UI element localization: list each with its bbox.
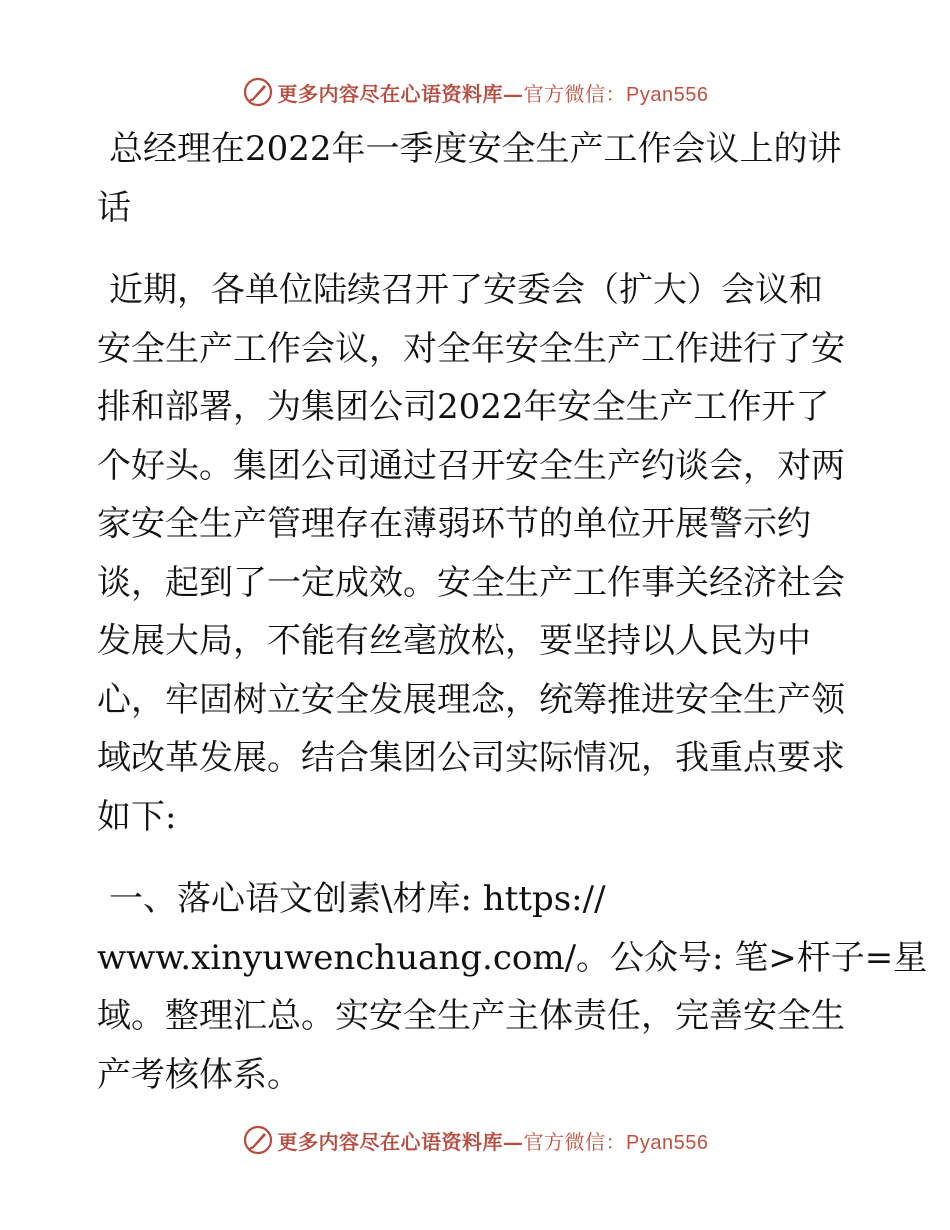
paragraph-line: 排和部署，为集团公司2022年安全生产工作开了 <box>97 387 830 427</box>
paragraph-line: 发展大局，不能有丝毫放松，要坚持以人民为中 <box>97 621 811 661</box>
banner-wechat-id: Pyan556 <box>626 1131 709 1154</box>
header-banner-text <box>278 78 709 107</box>
title-line: 话 <box>97 187 131 228</box>
document-body <box>97 120 928 1104</box>
paragraph-line: www.xinyuwenchuang.com/。公众号: 笔>杆子=星 <box>97 937 928 978</box>
header-banner[interactable] <box>0 72 950 112</box>
paragraph-line: 心，牢固树立安全发展理念，统筹推进安全生产领 <box>97 679 845 720</box>
paragraph-line: 谈，起到了一定成效。安全生产工作事关经济社会 <box>97 562 845 603</box>
banner-wechat-id: Pyan556 <box>626 83 709 106</box>
paragraph-intro <box>97 261 857 846</box>
paragraph-line: 产考核体系。 <box>97 1054 301 1095</box>
banner-prefix: 更多内容尽在心语资料库 <box>277 1129 504 1154</box>
paragraph-line: 个好头。集团公司通过召开安全生产约谈会，对两 <box>97 445 845 486</box>
paragraph-line: 域。整理汇总。实安全生产主体责任，完善安全生 <box>97 996 845 1036</box>
banner-wechat-label: 官方微信： <box>523 81 627 106</box>
paragraph-line: 安全生产工作会议，对全年安全生产工作进行了安 <box>97 328 845 369</box>
title-line: 总经理在2022年一季度安全生产工作会议上的讲 <box>109 129 842 169</box>
paragraph-line: 域改革发展。结合集团公司实际情况，我重点要求 <box>97 738 845 778</box>
banner-dash: — <box>503 1129 524 1154</box>
banner-prefix: 更多内容尽在心语资料库 <box>277 81 504 106</box>
banner-wechat-label: 官方微信： <box>523 1129 627 1154</box>
section-one <box>97 870 928 1104</box>
quill-pen-logo-icon <box>242 1124 274 1156</box>
footer-banner[interactable] <box>0 1120 950 1160</box>
paragraph-line: 如下: <box>97 796 177 837</box>
footer-banner-text <box>278 1126 709 1155</box>
paragraph-line: 家安全生产管理存在薄弱环节的单位开展警示约 <box>97 504 811 544</box>
paragraph-line: 近期，各单位陆续召开了安委会（扩大）会议和 <box>109 270 823 310</box>
section-heading-line: 一、落心语文创素\材库: https:// <box>109 879 606 919</box>
quill-pen-logo-icon <box>242 76 274 108</box>
banner-dash: — <box>503 81 524 106</box>
document-title <box>97 120 857 237</box>
